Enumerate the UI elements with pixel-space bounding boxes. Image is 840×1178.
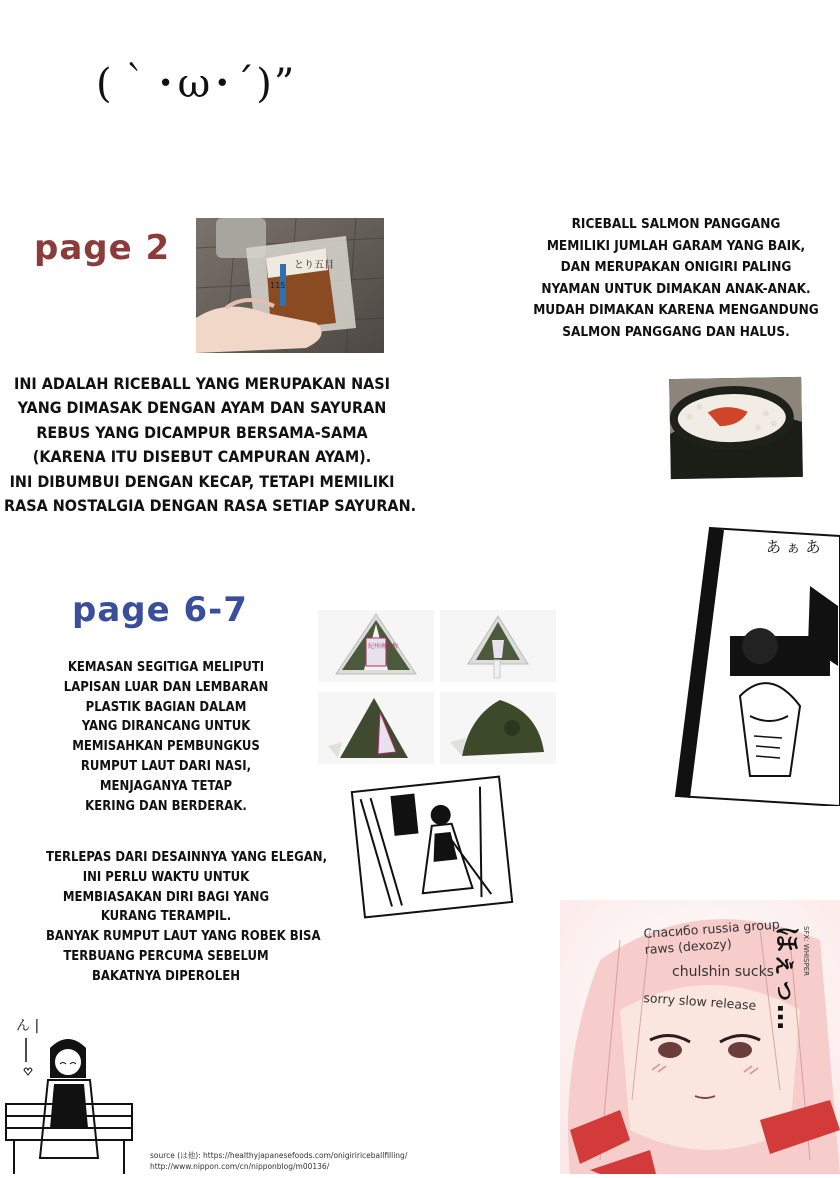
bench-sfx: ん | (16, 1018, 40, 1034)
chicken-line: (KARENA ITU DISEBUT CAMPURAN AYAM). (32, 447, 372, 467)
onigiri-package-photo (196, 218, 384, 353)
skill-line: TERLEPAS DARI DESAINNYA YANG ELEGAN, (46, 850, 328, 865)
skill-line: MEMBIASAKAN DIRI BAGI YANG (62, 889, 270, 905)
girl-small-sfx: SFX: WHISPER (802, 926, 810, 977)
girl-sfx: ほぇっ… (771, 926, 801, 1031)
credit-sorry: sorry slow release (642, 990, 757, 1013)
salmon-line: MUDAH DIMAKAN KARENA MENGANDUNG (533, 302, 819, 319)
manga-bench-illustration (0, 1008, 140, 1174)
salmon-line: SALMON PANGGANG DAN HALUS. (562, 323, 790, 340)
onigiri-wrapper-photo-4 (440, 692, 556, 764)
manga-maid-illustration (350, 774, 515, 919)
salmon-onigiri-illustration (669, 377, 803, 479)
onigiri-wrapper-step-2 (440, 610, 556, 682)
page-6-7-heading: page 6-7 (72, 590, 248, 630)
skill-line: BAKATNYA DIPEROLEH (92, 968, 240, 984)
credit-russia-line: Спасибо russia group (643, 916, 781, 941)
chicken-description (4, 372, 417, 518)
onigiri-wrapper-photo-1 (318, 610, 434, 682)
onigiri-wrapper-step-1 (318, 610, 434, 682)
wrapper-line: YANG DIRANCANG UNTUK (81, 719, 251, 735)
credit-raws-line: raws (dexozy) (644, 935, 733, 957)
chicken-line: INI DIBUMBUI DENGAN KECAP, TETAPI MEMILIKI (9, 471, 395, 491)
salmon-line: RICEBALL SALMON PANGGANG (571, 216, 781, 232)
credit-chulshin: chulshin sucks (672, 964, 774, 980)
wrapper-line: LAPISAN LUAR DAN LEMBARAN (63, 679, 269, 695)
manga-cat-illustration (670, 526, 840, 806)
onigiri-wrapper-step-4 (440, 692, 556, 764)
wrapper-line: MEMISAHKAN PEMBUNGKUS (72, 739, 260, 755)
salmon-line: NYAMAN UNTUK DIMAKAN ANAK-ANAK. (541, 280, 811, 297)
cat-sfx: あ ぁ あ (766, 538, 821, 556)
onigiri-wrapper-photo-3 (318, 692, 434, 764)
chicken-line: REBUS YANG DICAMPUR BERSAMA-SAMA (36, 422, 368, 442)
chicken-line: YANG DIMASAK DENGAN AYAM DAN SAYURAN (17, 398, 387, 418)
skill-line: KURANG TERAMPIL. (100, 909, 232, 925)
wrapper-line: RUMPUT LAUT DARI NASI, (80, 758, 252, 774)
wrapper-line: PLASTIK BAGIAN DALAM (85, 699, 247, 715)
salmon-line: DAN MERUPAKAN ONIGIRI PALING (560, 259, 792, 276)
source-line-2: http://www.nippon.com/cn/nipponblog/m00136/ (150, 1162, 330, 1171)
wrapper-line: KERING DAN BERDERAK. (85, 798, 247, 814)
manga-panel-maid (350, 774, 515, 919)
skill-line: INI PERLU WAKTU UNTUK (82, 869, 250, 885)
onigiri-package-illustration (196, 218, 384, 353)
chicken-line: RASA NOSTALGIA DENGAN RASA SETIAP SAYURAN. (4, 496, 417, 516)
wrapper-description (46, 658, 286, 816)
package-kana: とり五目 (294, 260, 334, 271)
onigiri-wrapper-step-3 (318, 692, 434, 764)
skill-line: BANYAK RUMPUT LAUT YANG ROBEK BISA (46, 929, 321, 945)
manga-panel-cat (670, 526, 840, 806)
page-2-heading: page 2 (34, 228, 171, 268)
salmon-line: MEMILIKI JUMLAH GARAM YANG BAIK, (546, 237, 806, 254)
kaomoji-text: (｀･ω･´)” (96, 61, 297, 107)
wrapper-line: MENJAGANYA TETAP (99, 778, 233, 794)
skill-line: TERBUANG PERCUMA SEBELUM (63, 948, 269, 964)
package-number: 115 (270, 281, 286, 290)
chicken-line: INI ADALAH RICEBALL YANG MERUPAKAN NASI (14, 374, 390, 393)
salmon-onigiri-photo (669, 377, 803, 479)
manga-panel-bench (0, 1008, 140, 1174)
source-citation (150, 1150, 407, 1172)
package-label-kanji: 紀州南高梅 (368, 643, 399, 650)
skill-description (46, 848, 328, 987)
source-line-1: source (は他): https://healthyjapanesefoods.com/onigiririceballfilling/ (150, 1151, 408, 1160)
onigiri-wrapper-photo-2 (440, 610, 556, 682)
salmon-description (532, 214, 820, 344)
wrapper-line: KEMASAN SEGITIGA MELIPUTI (67, 660, 265, 675)
